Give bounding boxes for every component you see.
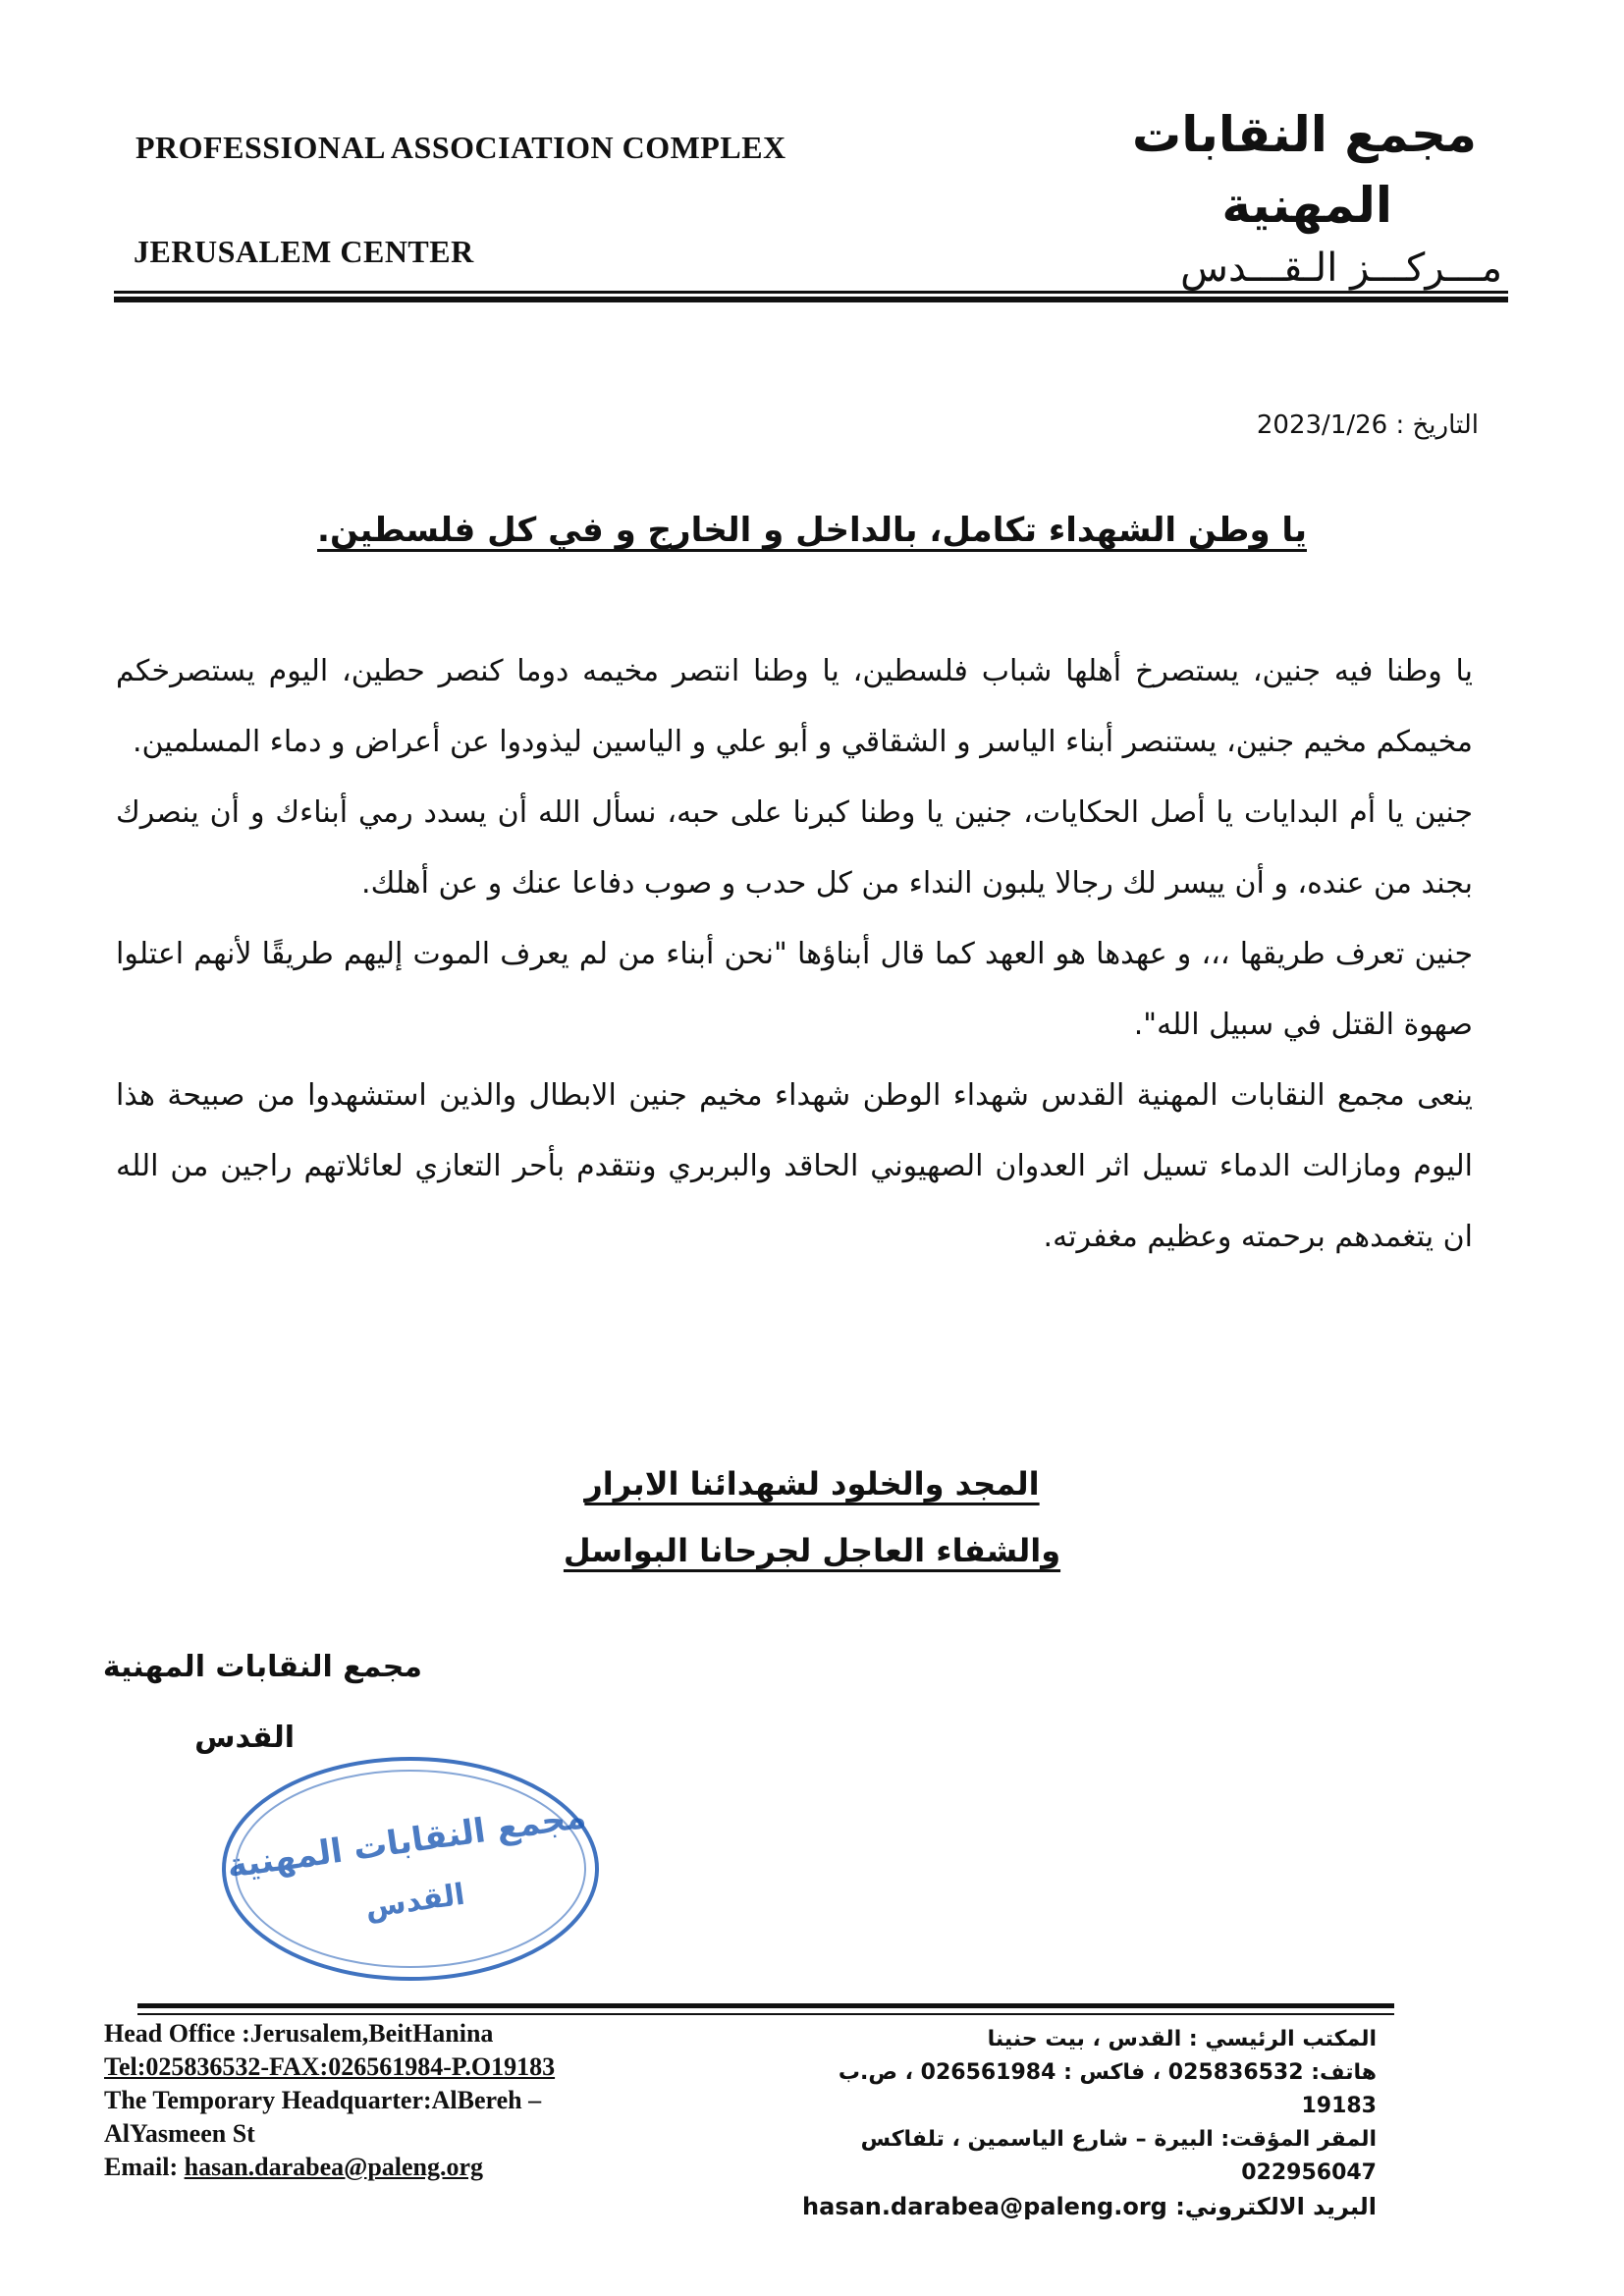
official-stamp [214,1746,607,1992]
stamp-text-top: مجمع النقابات المهنية [224,1796,589,1886]
footer-rule-top [137,2003,1394,2008]
letter-date: التاريخ : 2023/1/26 [1256,410,1479,440]
footer-ar [748,2023,1377,2223]
footer-en-temp-hq: The Temporary Headquarter:AlBereh – [104,2086,542,2114]
footer-en-email-link[interactable]: hasan.darabea@paleng.org [184,2153,484,2181]
footer-en-office: Head Office :Jerusalem,BeitHanina [104,2019,494,2048]
footer-en-phone: Tel:025836532-FAX:026561984-P.O19183 [104,2052,556,2081]
signature-city: القدس [194,1721,295,1755]
footer-en-email-label: Email: [104,2153,179,2181]
stamp-text-bottom: القدس [362,1877,467,1926]
footer-en-street: AlYasmeen St [104,2119,255,2148]
org-name-en: PROFESSIONAL ASSOCIATION COMPLEX [135,130,786,165]
center-name-en: JERUSALEM CENTER [134,234,474,269]
footer-ar-email-row [748,2190,1377,2223]
slogan-glory: المجد والخلود لشهدائنا الابرار [584,1465,1040,1503]
footer-ar-phone: هاتف: 025836532 ، فاكس : 026561984 ، ص.ب [838,2060,1377,2085]
org-name-ar-line1: مجمع النقابات [1132,106,1477,163]
footer-ar-email-label: البريد الالكتروني: [1175,2193,1377,2220]
body-paragraph: ينعى مجمع النقابات المهنية القدس شهداء الوطن شهداء مخيم جنين الابطال والذين استشهدوا من صبيحة هذا اليوم ومازالت الدماء تسيل اثر العدوان الصهيوني الحاقد والبربري ونتقدم بأحر التعازي لعائلاتهم راجين من الله ان يتغمدهم برحمته وعظيم مغفرته. [116,1078,1473,1254]
letter-body [116,636,1473,1273]
center-name-ar: مـــركـــز الـقـــدس [1180,246,1502,291]
footer-ar-email-link[interactable]: hasan.darabea@paleng.org [802,2193,1167,2220]
footer-rule-bottom [137,2013,1394,2015]
body-paragraph: جنين يا أم البدايات يا أصل الحكايات، جنين يا وطنا كبرنا على حبه، نسأل الله أن يسدد رمي أبناءك و أن ينصرك بجند من عنده، و أن ييسر لك رجالا يلبون النداء من كل حدب و صوب دفاعا عنك و عن أهلك. [116,795,1473,901]
org-name-ar-line2: المهنية [1221,177,1392,234]
body-paragraph: يا وطنا فيه جنين، يستصرخ أهلها شباب فلسطين، يا وطنا انتصر مخيمه دوما كنصر حطين، اليوم يستصرخكم مخيمكم مخيم جنين، يستنصر أبناء الياسر و الشقاقي و أبو علي و الياسين ليذودوا عن أعراض و دماء المسلمين. [116,654,1473,759]
footer-ar-telefax: 022956047 [1241,2160,1377,2185]
footer-ar-pobox: 19183 [1301,2094,1377,2118]
footer-ar-temp-hq: المقر المؤقت: البيرة – شارع الياسمين ، تلفاكس [860,2127,1377,2152]
header-rule-bottom [114,297,1508,302]
header-rule-top [114,291,1508,294]
footer-en [104,2017,693,2184]
slogan-healing: والشفاء العاجل لجرحانا البواسل [563,1532,1061,1569]
body-paragraph: جنين تعرف طريقها ،،، و عهدها هو العهد كما قال أبناؤها "نحن أبناء من لم يعرف الموت إليهم طريقًا لأنهم اعتلوا صهوة القتل في سبيل الله". [116,937,1473,1042]
letter-title: يا وطن الشهداء تكامل، بالداخل و الخارج و في كل فلسطين. [317,511,1307,550]
signature-org: مجمع النقابات المهنية [102,1650,422,1684]
footer-en-email-row [104,2151,693,2184]
footer-ar-office: المكتب الرئيسي : القدس ، بيت حنينا [987,2027,1377,2051]
